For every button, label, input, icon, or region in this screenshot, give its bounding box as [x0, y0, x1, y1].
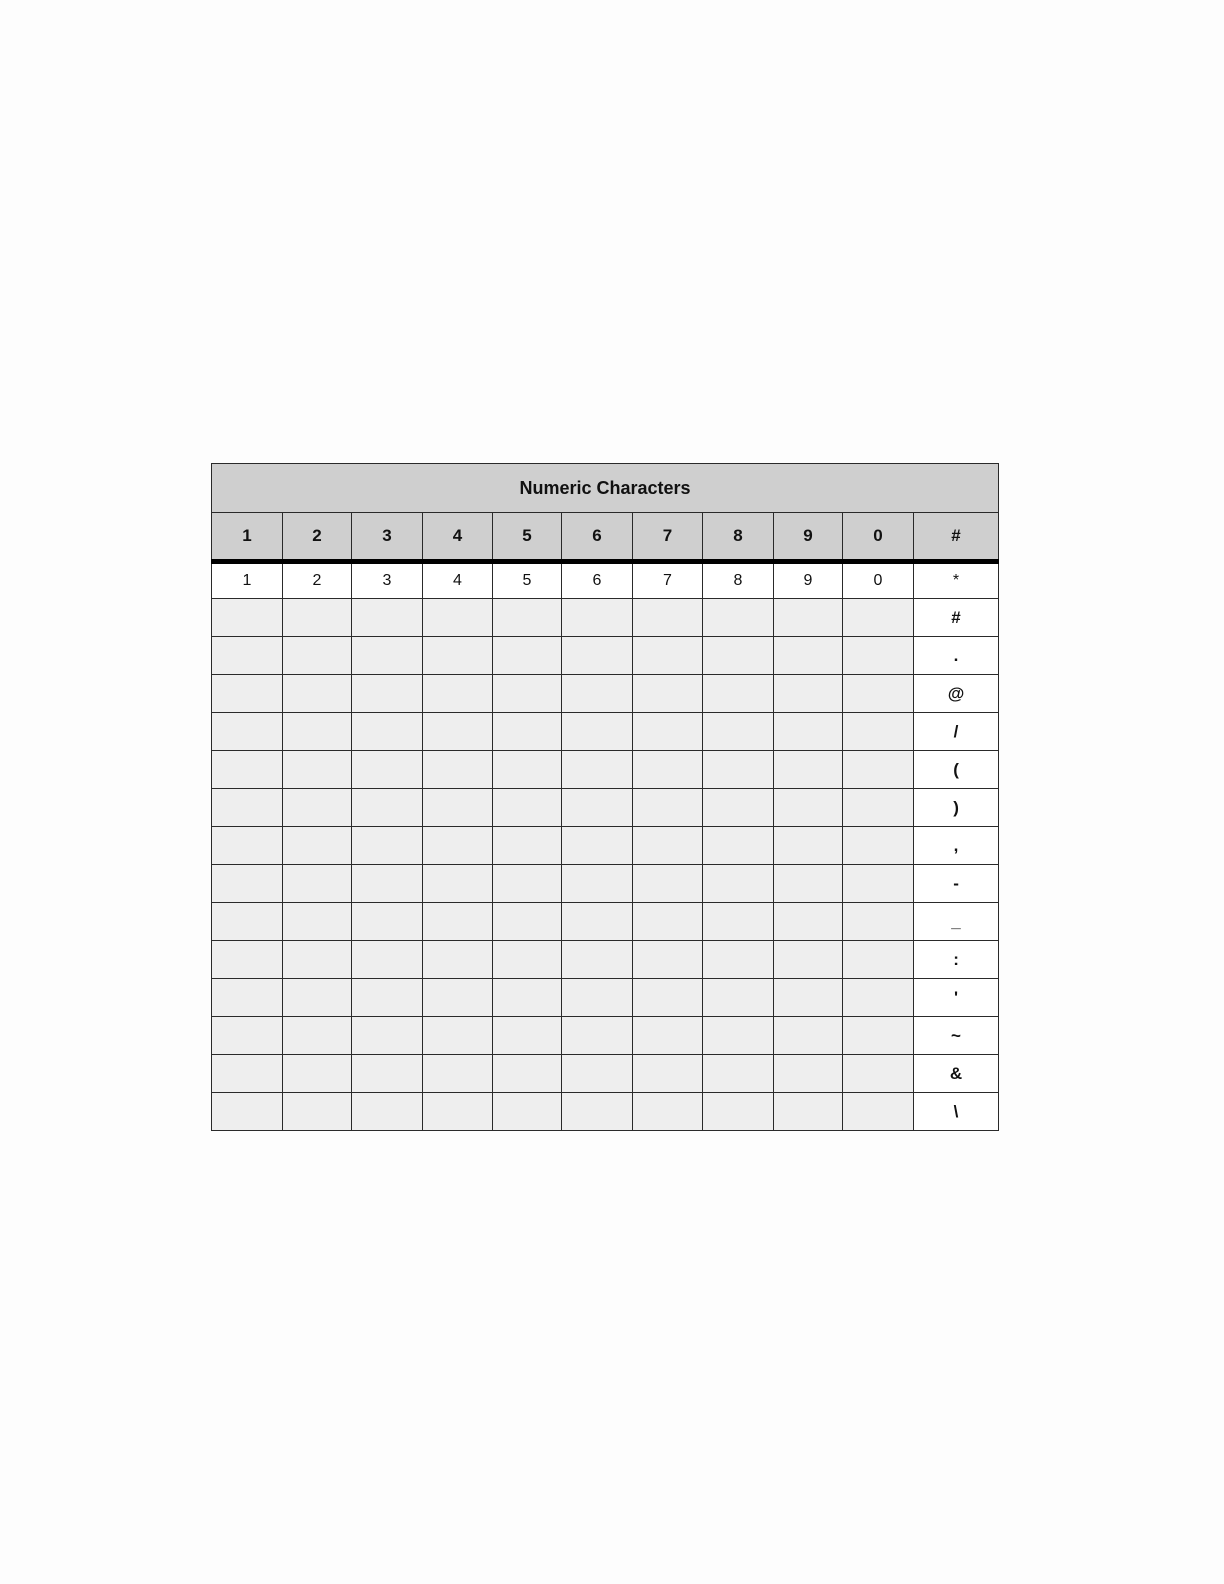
blank-cell	[562, 827, 633, 865]
symbol-cell: _	[914, 903, 999, 941]
numeric-characters-table	[211, 463, 999, 1131]
blank-cell	[562, 751, 633, 789]
sample-cell: 3	[352, 562, 423, 599]
blank-cell	[493, 789, 562, 827]
sample-cell: 6	[562, 562, 633, 599]
blank-cell	[352, 1055, 423, 1093]
table-row	[212, 1017, 999, 1055]
blank-cell	[843, 1017, 914, 1055]
blank-cell	[703, 789, 774, 827]
blank-cell	[493, 941, 562, 979]
blank-cell	[212, 751, 283, 789]
blank-cell	[352, 941, 423, 979]
blank-cell	[352, 713, 423, 751]
blank-cell	[703, 903, 774, 941]
blank-cell	[774, 713, 843, 751]
blank-cell	[703, 1017, 774, 1055]
table-row	[212, 675, 999, 713]
column-header: 1	[212, 513, 283, 562]
sample-row	[212, 562, 999, 599]
column-header: 4	[423, 513, 493, 562]
blank-cell	[843, 789, 914, 827]
blank-cell	[493, 903, 562, 941]
column-header: 8	[703, 513, 774, 562]
table-body	[212, 562, 999, 1131]
blank-cell	[423, 1093, 493, 1131]
blank-cell	[562, 1093, 633, 1131]
blank-cell	[423, 789, 493, 827]
blank-cell	[493, 637, 562, 675]
blank-cell	[283, 979, 352, 1017]
blank-cell	[352, 1017, 423, 1055]
table-row	[212, 903, 999, 941]
blank-cell	[633, 1055, 703, 1093]
blank-cell	[633, 599, 703, 637]
table-title: Numeric Characters	[212, 464, 999, 513]
blank-cell	[493, 599, 562, 637]
blank-cell	[562, 789, 633, 827]
blank-cell	[493, 1093, 562, 1131]
blank-cell	[843, 827, 914, 865]
blank-cell	[633, 865, 703, 903]
symbol-cell: #	[914, 599, 999, 637]
table-row	[212, 1093, 999, 1131]
blank-cell	[703, 827, 774, 865]
column-header: 2	[283, 513, 352, 562]
blank-cell	[352, 1093, 423, 1131]
blank-cell	[774, 903, 843, 941]
symbol-cell: :	[914, 941, 999, 979]
sample-cell: *	[914, 562, 999, 599]
blank-cell	[493, 827, 562, 865]
blank-cell	[562, 675, 633, 713]
blank-cell	[633, 903, 703, 941]
blank-cell	[283, 789, 352, 827]
blank-cell	[352, 599, 423, 637]
blank-cell	[562, 903, 633, 941]
header-row	[212, 513, 999, 562]
blank-cell	[493, 751, 562, 789]
blank-cell	[423, 903, 493, 941]
table-row	[212, 713, 999, 751]
blank-cell	[703, 751, 774, 789]
column-header: 0	[843, 513, 914, 562]
blank-cell	[843, 865, 914, 903]
blank-cell	[283, 827, 352, 865]
blank-cell	[774, 865, 843, 903]
table-row	[212, 751, 999, 789]
blank-cell	[423, 751, 493, 789]
symbol-cell: ~	[914, 1017, 999, 1055]
table-row	[212, 979, 999, 1017]
blank-cell	[774, 941, 843, 979]
blank-cell	[283, 1017, 352, 1055]
blank-cell	[774, 789, 843, 827]
blank-cell	[562, 599, 633, 637]
blank-cell	[843, 599, 914, 637]
sample-cell: 9	[774, 562, 843, 599]
sample-cell: 7	[633, 562, 703, 599]
blank-cell	[703, 865, 774, 903]
blank-cell	[562, 1017, 633, 1055]
symbol-cell: '	[914, 979, 999, 1017]
blank-cell	[423, 713, 493, 751]
blank-cell	[703, 1055, 774, 1093]
blank-cell	[633, 789, 703, 827]
blank-cell	[703, 941, 774, 979]
blank-cell	[352, 751, 423, 789]
blank-cell	[212, 1055, 283, 1093]
symbol-cell: \	[914, 1093, 999, 1131]
column-header: 9	[774, 513, 843, 562]
sample-cell: 4	[423, 562, 493, 599]
blank-cell	[562, 865, 633, 903]
blank-cell	[283, 751, 352, 789]
column-header: 3	[352, 513, 423, 562]
table-row	[212, 941, 999, 979]
blank-cell	[843, 713, 914, 751]
blank-cell	[283, 941, 352, 979]
blank-cell	[843, 637, 914, 675]
blank-cell	[212, 827, 283, 865]
blank-cell	[562, 941, 633, 979]
blank-cell	[703, 713, 774, 751]
blank-cell	[212, 789, 283, 827]
blank-cell	[423, 979, 493, 1017]
blank-cell	[774, 1055, 843, 1093]
column-header: 7	[633, 513, 703, 562]
blank-cell	[493, 865, 562, 903]
sample-cell: 0	[843, 562, 914, 599]
blank-cell	[283, 713, 352, 751]
blank-cell	[843, 903, 914, 941]
table-row	[212, 865, 999, 903]
blank-cell	[493, 713, 562, 751]
symbol-cell: -	[914, 865, 999, 903]
blank-cell	[633, 1093, 703, 1131]
blank-cell	[633, 713, 703, 751]
blank-cell	[212, 599, 283, 637]
blank-cell	[493, 979, 562, 1017]
blank-cell	[774, 675, 843, 713]
blank-cell	[633, 941, 703, 979]
blank-cell	[562, 1055, 633, 1093]
blank-cell	[843, 941, 914, 979]
blank-cell	[633, 637, 703, 675]
sample-cell: 1	[212, 562, 283, 599]
table-row	[212, 827, 999, 865]
sample-cell: 2	[283, 562, 352, 599]
blank-cell	[633, 979, 703, 1017]
blank-cell	[212, 903, 283, 941]
blank-cell	[843, 979, 914, 1017]
blank-cell	[633, 1017, 703, 1055]
symbol-cell: ,	[914, 827, 999, 865]
blank-cell	[843, 751, 914, 789]
blank-cell	[703, 637, 774, 675]
blank-cell	[352, 865, 423, 903]
symbol-cell: /	[914, 713, 999, 751]
symbol-cell: (	[914, 751, 999, 789]
blank-cell	[423, 865, 493, 903]
blank-cell	[703, 1093, 774, 1131]
blank-cell	[493, 675, 562, 713]
blank-cell	[774, 1093, 843, 1131]
blank-cell	[352, 979, 423, 1017]
blank-cell	[212, 1017, 283, 1055]
blank-cell	[843, 1055, 914, 1093]
symbol-cell: @	[914, 675, 999, 713]
blank-cell	[212, 1093, 283, 1131]
blank-cell	[493, 1017, 562, 1055]
blank-cell	[633, 675, 703, 713]
blank-cell	[423, 827, 493, 865]
blank-cell	[774, 1017, 843, 1055]
blank-cell	[843, 1093, 914, 1131]
blank-cell	[283, 903, 352, 941]
sample-cell: 5	[493, 562, 562, 599]
sample-cell: 8	[703, 562, 774, 599]
blank-cell	[352, 637, 423, 675]
blank-cell	[212, 941, 283, 979]
blank-cell	[212, 979, 283, 1017]
blank-cell	[423, 599, 493, 637]
blank-cell	[352, 903, 423, 941]
blank-cell	[703, 979, 774, 1017]
blank-cell	[703, 675, 774, 713]
blank-cell	[212, 865, 283, 903]
blank-cell	[283, 599, 352, 637]
blank-cell	[283, 1093, 352, 1131]
blank-cell	[774, 637, 843, 675]
blank-cell	[212, 675, 283, 713]
blank-cell	[423, 941, 493, 979]
column-header: 6	[562, 513, 633, 562]
blank-cell	[774, 827, 843, 865]
blank-cell	[774, 599, 843, 637]
blank-cell	[423, 637, 493, 675]
blank-cell	[283, 637, 352, 675]
blank-cell	[703, 599, 774, 637]
blank-cell	[633, 827, 703, 865]
blank-cell	[283, 1055, 352, 1093]
blank-cell	[562, 713, 633, 751]
blank-cell	[283, 675, 352, 713]
column-header: 5	[493, 513, 562, 562]
column-header: #	[914, 513, 999, 562]
blank-cell	[212, 713, 283, 751]
blank-cell	[633, 751, 703, 789]
blank-cell	[283, 865, 352, 903]
blank-cell	[774, 751, 843, 789]
blank-cell	[562, 637, 633, 675]
symbol-cell: .	[914, 637, 999, 675]
blank-cell	[493, 1055, 562, 1093]
table-row	[212, 637, 999, 675]
symbol-cell: &	[914, 1055, 999, 1093]
blank-cell	[843, 675, 914, 713]
blank-cell	[352, 827, 423, 865]
blank-cell	[352, 789, 423, 827]
table-row	[212, 789, 999, 827]
blank-cell	[774, 979, 843, 1017]
symbol-cell: )	[914, 789, 999, 827]
blank-cell	[562, 979, 633, 1017]
blank-cell	[423, 1055, 493, 1093]
table-row	[212, 1055, 999, 1093]
blank-cell	[423, 675, 493, 713]
blank-cell	[212, 637, 283, 675]
blank-cell	[352, 675, 423, 713]
blank-cell	[423, 1017, 493, 1055]
table-row	[212, 599, 999, 637]
